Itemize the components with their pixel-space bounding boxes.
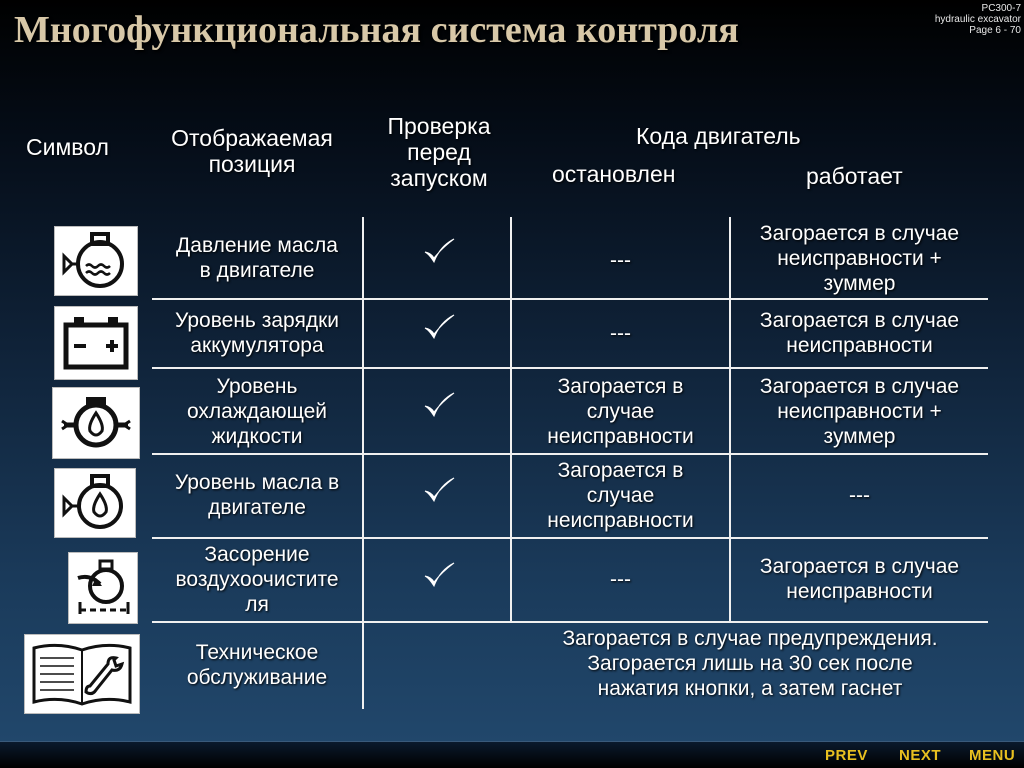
battery-charge-icon xyxy=(54,306,138,380)
row-merged-line: нажатия кнопки, а затем гаснет xyxy=(597,676,903,700)
air-cleaner-clogging-icon xyxy=(68,552,138,624)
row-position xyxy=(152,623,362,707)
checkmark-icon xyxy=(422,560,456,590)
row-running xyxy=(731,219,988,297)
row-position-line: Уровень масла в xyxy=(174,471,340,494)
row-position xyxy=(152,455,362,535)
row-running xyxy=(731,539,988,619)
row-stopped xyxy=(512,224,729,296)
row-position-line: обслуживание xyxy=(186,666,328,689)
row-position-line: воздухоочистите xyxy=(175,567,339,591)
row-stopped xyxy=(512,300,729,366)
row-running-line: неисправности xyxy=(786,334,933,357)
row-position-line: в двигателе xyxy=(199,259,315,282)
checkmark-icon xyxy=(422,236,456,266)
header-symbol: Символ xyxy=(26,134,109,160)
row-running-line: зуммер xyxy=(823,271,896,295)
checkmark-icon xyxy=(422,390,456,420)
header-codes: Кода двигатель xyxy=(636,123,801,149)
header-precheck-line: Проверка xyxy=(387,113,491,139)
checkmark-icon xyxy=(422,475,456,505)
page-info xyxy=(935,3,1021,36)
row-position-line: Уровень зарядки xyxy=(174,309,340,332)
row-position-line: жидкости xyxy=(211,424,303,448)
row-position-line: Давление масла xyxy=(176,234,338,257)
row-running-line: неисправности xyxy=(786,580,933,603)
menu-button[interactable]: MENU xyxy=(969,747,1016,764)
row-running-line: Загорается в случае xyxy=(759,555,960,578)
navigation-bar xyxy=(0,741,1024,768)
row-stopped-line: неисправности xyxy=(547,508,694,532)
row-merged-line: Загорается в случае предупреждения. xyxy=(562,626,938,650)
header-running: работает xyxy=(806,163,903,189)
row-stopped xyxy=(512,455,729,535)
row-stopped-line: --- xyxy=(610,248,631,272)
checkmark-icon xyxy=(422,312,456,342)
row-running-line: Загорается в случае xyxy=(759,374,960,398)
row-running-line: --- xyxy=(849,483,870,507)
page-title: Многофункциональная система контроля xyxy=(14,9,739,51)
engine-oil-level-icon xyxy=(54,468,136,538)
row-stopped-line: --- xyxy=(610,321,631,345)
row-running-line: зуммер xyxy=(823,424,896,448)
row-position xyxy=(152,539,362,619)
row-position-line: аккумулятора xyxy=(190,334,324,357)
row-position-line: Техническое xyxy=(195,641,319,664)
row-position xyxy=(152,369,362,453)
row-position xyxy=(152,300,362,366)
maintenance-book-icon xyxy=(24,634,140,714)
row-stopped-line: Загорается в xyxy=(557,374,684,398)
row-running-line: неисправности + xyxy=(777,399,942,423)
row-stopped-line: Загорается в xyxy=(557,458,684,482)
next-button[interactable]: NEXT xyxy=(899,747,942,764)
header-precheck-line: запуском xyxy=(390,165,488,191)
row-merged-description xyxy=(512,623,988,703)
row-stopped xyxy=(512,539,729,619)
grid-vline xyxy=(362,217,364,709)
row-running-line: Загорается в случае xyxy=(759,221,960,245)
row-position xyxy=(152,224,362,292)
header-precheck-line: перед xyxy=(407,139,471,165)
page-number: Page 6 - 70 xyxy=(969,25,1021,36)
row-position-line: ля xyxy=(245,592,269,616)
row-merged-line: Загорается лишь на 30 сек после xyxy=(587,651,913,675)
row-stopped-line: неисправности xyxy=(547,424,694,448)
row-stopped xyxy=(512,369,729,453)
row-position-line: двигателе xyxy=(208,496,306,519)
row-stopped-line: случае xyxy=(586,399,655,423)
machine-type-label: hydraulic excavator xyxy=(934,14,1021,25)
row-stopped-line: случае xyxy=(586,483,655,507)
row-running xyxy=(731,455,988,535)
model-label: PC300-7 xyxy=(981,3,1021,14)
header-precheck xyxy=(366,113,512,191)
prev-button[interactable]: PREV xyxy=(825,747,868,764)
coolant-level-icon xyxy=(52,387,140,459)
row-running xyxy=(731,300,988,366)
row-position-line: охлаждающей xyxy=(186,399,328,423)
row-running-line: неисправности + xyxy=(777,246,942,270)
row-stopped-line: --- xyxy=(610,567,631,591)
header-position-line: позиция xyxy=(208,151,296,177)
engine-oil-pressure-icon xyxy=(54,226,138,296)
header-position xyxy=(150,125,354,177)
row-running xyxy=(731,369,988,453)
header-position-line: Отображаемая xyxy=(171,125,333,151)
row-position-line: Уровень xyxy=(216,374,298,398)
row-running-line: Загорается в случае xyxy=(759,309,960,332)
header-stopped: остановлен xyxy=(552,161,676,187)
row-position-line: Засорение xyxy=(204,542,310,566)
